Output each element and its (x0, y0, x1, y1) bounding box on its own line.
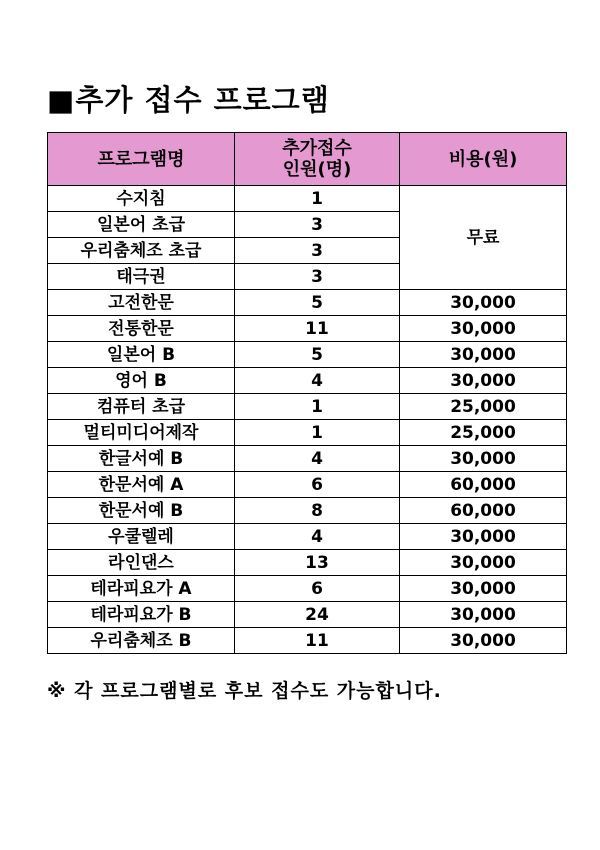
page-title: ■추가 접수 프로그램 (47, 83, 330, 117)
extra-count-cell: 4 (235, 446, 400, 472)
footnote: ※ 각 프로그램별로 후보 접수도 가능합니다. (47, 680, 442, 702)
extra-count-cell: 5 (235, 290, 400, 316)
cost-cell: 30,000 (400, 368, 567, 394)
program-name-cell: 전통한문 (48, 316, 235, 342)
table-row (48, 576, 567, 602)
program-name-cell: 일본어 초급 (48, 212, 235, 238)
table-header-row (48, 133, 567, 186)
program-name-cell: 컴퓨터 초급 (48, 394, 235, 420)
table-row (48, 550, 567, 576)
extra-count-cell: 1 (235, 394, 400, 420)
table-row (48, 472, 567, 498)
table-row (48, 524, 567, 550)
header-extra-count-line2: 인원(명) (282, 159, 352, 180)
extra-count-cell: 1 (235, 420, 400, 446)
program-name-cell: 우쿨렐레 (48, 524, 235, 550)
program-table (47, 132, 567, 654)
program-name-cell: 영어 B (48, 368, 235, 394)
header-cost: 비용(원) (400, 133, 567, 186)
program-name-cell: 수지침 (48, 186, 235, 212)
cost-cell: 25,000 (400, 394, 567, 420)
extra-count-cell: 6 (235, 576, 400, 602)
cost-cell: 30,000 (400, 290, 567, 316)
program-name-cell: 태극권 (48, 264, 235, 290)
table-row (48, 446, 567, 472)
table-row (48, 186, 567, 212)
extra-count-cell: 11 (235, 316, 400, 342)
table-row (48, 342, 567, 368)
program-name-cell: 테라피요가 A (48, 576, 235, 602)
table-row (48, 602, 567, 628)
cost-cell: 60,000 (400, 472, 567, 498)
program-name-cell: 우리춤체조 초급 (48, 238, 235, 264)
program-name-cell: 일본어 B (48, 342, 235, 368)
free-cost-cell: 무료 (400, 186, 567, 290)
extra-count-cell: 24 (235, 602, 400, 628)
cost-cell: 25,000 (400, 420, 567, 446)
table-row (48, 316, 567, 342)
header-extra-count-line1: 추가접수 (282, 138, 352, 159)
program-name-cell: 고전한문 (48, 290, 235, 316)
table-row (48, 498, 567, 524)
cost-cell: 30,000 (400, 602, 567, 628)
cost-cell: 30,000 (400, 342, 567, 368)
cost-cell: 60,000 (400, 498, 567, 524)
program-name-cell: 한문서예 B (48, 498, 235, 524)
extra-count-cell: 3 (235, 264, 400, 290)
extra-count-cell: 3 (235, 212, 400, 238)
header-extra-count (235, 133, 400, 186)
extra-count-cell: 4 (235, 368, 400, 394)
extra-count-cell: 4 (235, 524, 400, 550)
header-program-name: 프로그램명 (48, 133, 235, 186)
table-row (48, 628, 567, 654)
table-row (48, 394, 567, 420)
table-row (48, 420, 567, 446)
cost-cell: 30,000 (400, 524, 567, 550)
cost-cell: 30,000 (400, 576, 567, 602)
program-name-cell: 멀티미디어제작 (48, 420, 235, 446)
extra-count-cell: 6 (235, 472, 400, 498)
program-name-cell: 한글서예 B (48, 446, 235, 472)
program-name-cell: 라인댄스 (48, 550, 235, 576)
extra-count-cell: 8 (235, 498, 400, 524)
cost-cell: 30,000 (400, 446, 567, 472)
cost-cell: 30,000 (400, 628, 567, 654)
table-row (48, 290, 567, 316)
extra-count-cell: 5 (235, 342, 400, 368)
extra-count-cell: 13 (235, 550, 400, 576)
extra-count-cell: 3 (235, 238, 400, 264)
cost-cell: 30,000 (400, 316, 567, 342)
program-name-cell: 우리춤체조 B (48, 628, 235, 654)
program-name-cell: 테라피요가 B (48, 602, 235, 628)
extra-count-cell: 11 (235, 628, 400, 654)
cost-cell: 30,000 (400, 550, 567, 576)
table-row (48, 368, 567, 394)
extra-count-cell: 1 (235, 186, 400, 212)
program-name-cell: 한문서예 A (48, 472, 235, 498)
